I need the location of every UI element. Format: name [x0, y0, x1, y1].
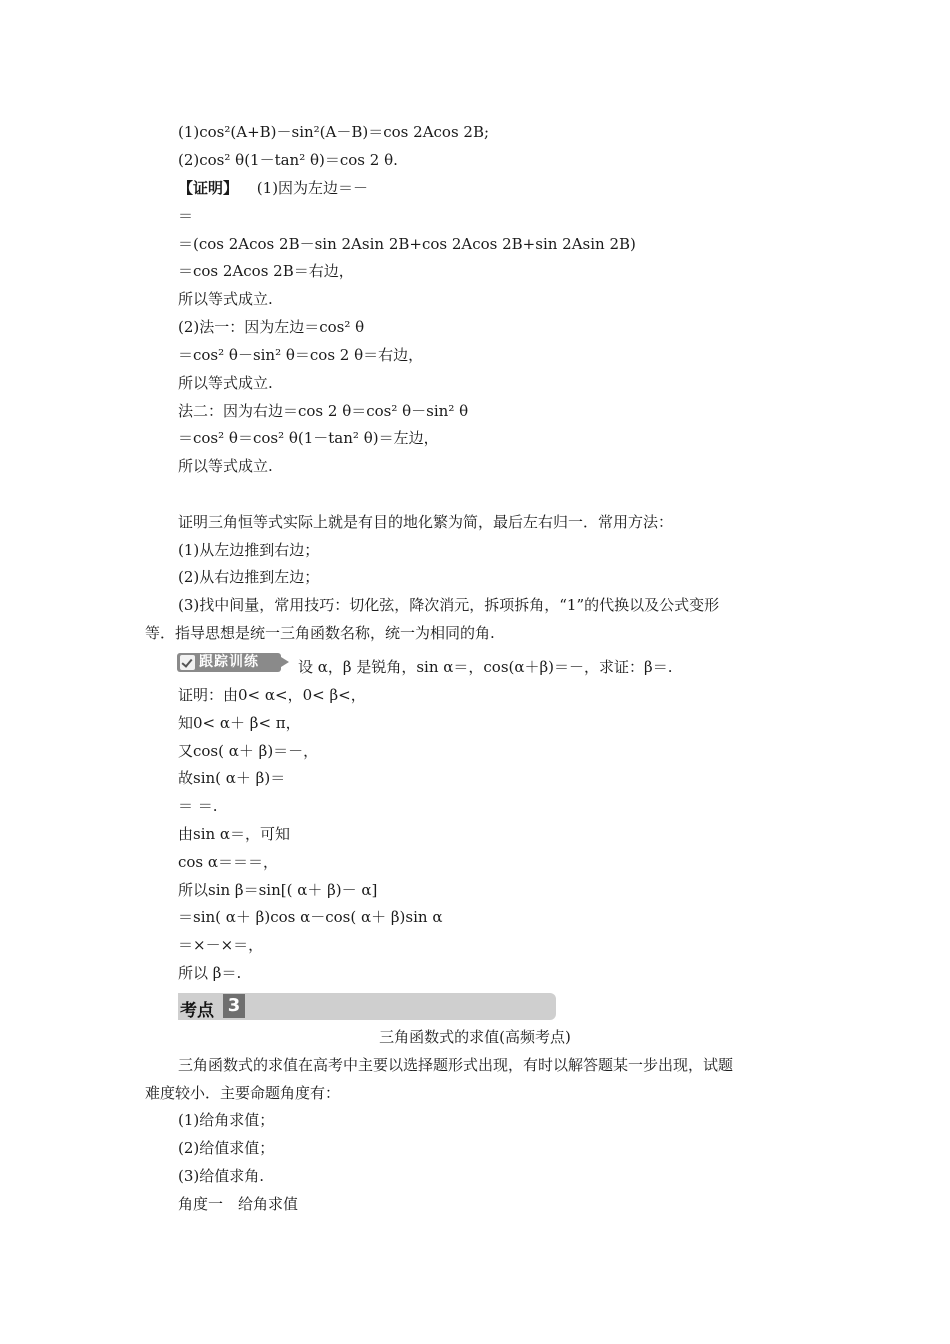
solution-line-11: 所以 β＝.	[178, 964, 242, 982]
proof-line-8: 所以等式成立.	[178, 374, 273, 392]
solution-line-6: 由sin α＝，可知	[178, 825, 291, 843]
method-intro: 证明三角恒等式实际上就是有目的地化繁为简，最后左右归一．常用方法：	[178, 513, 674, 531]
proof-line-10: ＝cos² θ＝cos² θ(1－tan² θ)＝左边，	[178, 429, 439, 447]
angle-type-1: (1)给角求值；	[178, 1111, 275, 1129]
solution-line-9: ＝sin( α＋ β)cos α－cos( α＋ β)sin α	[178, 908, 443, 926]
section-intro-2: 难度较小．主要命题角度有：	[145, 1084, 341, 1102]
method-1: (1)从左边推到右边；	[178, 541, 320, 559]
solution-line-7: cos α＝＝＝，	[178, 853, 279, 871]
proof-text: (1)因为左边＝－	[256, 179, 369, 197]
proof-line-7: ＝cos² θ－sin² θ＝cos 2 θ＝右边，	[178, 346, 424, 364]
proof-line-3: ＝(cos 2Acos 2B－sin 2Asin 2B+cos 2Acos 2B+sin 2Asin 2B)	[178, 235, 636, 253]
practice-problem: 设 α，β 是锐角，sin α＝，cos(α＋β)＝－，求证：β＝.	[298, 658, 673, 676]
statement-2: (2)cos² θ(1－tan² θ)＝cos 2 θ.	[178, 151, 398, 169]
section-title: 三角函数式的求值(高频考点)	[379, 1028, 571, 1046]
solution-line-10: ＝×－×＝，	[178, 936, 264, 954]
section-intro-1: 三角函数式的求值在高考中主要以选择题形式出现，有时以解答题某一步出现，试题	[178, 1056, 734, 1074]
proof-line-9: 法二：因为右边＝cos 2 θ＝cos² θ－sin² θ	[178, 402, 469, 420]
solution-line-8: 所以sin β＝sin[( α＋ β)－ α]	[178, 881, 378, 899]
section-header-kaodian	[178, 993, 556, 1020]
proof-line-4: ＝cos 2Acos 2B＝右边，	[178, 262, 354, 280]
practice-badge	[177, 653, 281, 672]
statement-1: (1)cos²(A+B)－sin²(A－B)＝cos 2Acos 2B;	[178, 123, 490, 141]
practice-badge-label: 跟踪训练	[199, 654, 259, 670]
proof-line-2: ＝	[178, 207, 194, 225]
solution-line-4: 故sin( α＋ β)＝	[178, 769, 286, 787]
method-3-cont: 等．指导思想是统一三角函数名称，统一为相同的角.	[145, 624, 495, 642]
badge-arrow	[281, 657, 289, 667]
subsection-heading: 角度一 给角求值	[178, 1195, 299, 1213]
proof-line-6: (2)法一：因为左边＝cos² θ	[178, 318, 365, 336]
proof-tag: 【证明】	[178, 179, 239, 197]
proof-line-5: 所以等式成立.	[178, 290, 273, 308]
solution-line-5: ＝ ＝.	[178, 797, 218, 815]
section-number: 3	[223, 994, 245, 1018]
solution-line-2: 知0< α＋ β< π，	[178, 714, 301, 732]
solution-line-1: 证明：由0< α<，0< β<，	[178, 686, 366, 704]
angle-type-2: (2)给值求值；	[178, 1139, 275, 1157]
check-icon	[180, 655, 195, 670]
method-3: (3)找中间量，常用技巧：切化弦，降次消元，拆项拆角，“1”的代换以及公式变形	[178, 596, 720, 614]
solution-line-3: 又cos( α＋ β)＝－，	[178, 742, 319, 760]
angle-type-3: (3)给值求角.	[178, 1167, 265, 1185]
method-2: (2)从右边推到左边；	[178, 568, 320, 586]
section-label: 考点	[180, 1001, 214, 1021]
proof-start	[178, 178, 368, 198]
proof-line-11: 所以等式成立.	[178, 457, 273, 475]
